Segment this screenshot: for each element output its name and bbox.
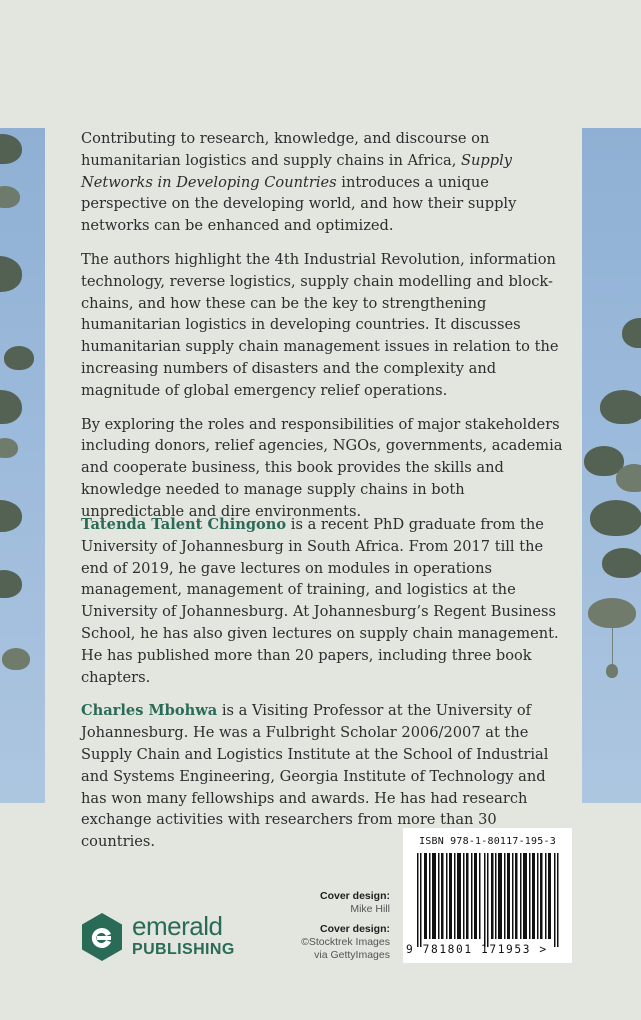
parachute-icon	[0, 186, 20, 208]
credit-label: Cover design:	[319, 923, 390, 935]
parachute-icon	[600, 390, 641, 424]
barcode-digits: 9 781801 171953 >	[406, 943, 548, 956]
credit-label: Cover design:	[319, 890, 390, 902]
parachute-icon	[0, 570, 22, 598]
parachute-icon	[602, 548, 641, 578]
photo-strip-right	[582, 128, 641, 803]
author-name: Charles Mbohwa	[81, 702, 218, 720]
author-bio: Charles Mbohwa is a Visiting Professor at the University of Johannesburg. He was a Fulbright Scholar 2006/2007 at the Supply Chain and Logistics Institute at the School of Industrial and Systems Engineering, Georgia Institute of Technology and has won many fellowships and awards. He has had research exchange activities with researchers from more than 30 countries.	[81, 702, 549, 851]
parachute-icon	[616, 464, 641, 492]
logo-subtitle: PUBLISHING	[132, 941, 235, 958]
parachute-icon	[4, 346, 34, 370]
author-bio: Tatenda Talent Chingono is a recent PhD graduate from the University of Johannesburg in South Africa. From 2017 till the end of 2019, he gave lectures on modules in operations management, management of training, and logistics at the University of Johannesburg. At Johannesburg’s Regent Business School, he has also given lectures on supply chain management. He has published more than 20 papers, including three book chapters.	[81, 516, 559, 686]
parachute-icon	[622, 318, 641, 348]
parachute-line	[612, 628, 613, 668]
emerald-logo-icon	[80, 912, 124, 962]
blurb	[81, 128, 571, 535]
credit-value: via GettyImages	[314, 949, 390, 961]
author-bios	[81, 514, 571, 865]
author-name: Tatenda Talent Chingono	[81, 516, 287, 533]
parachute-icon	[0, 390, 22, 424]
parachute-icon	[0, 256, 22, 292]
parachute-icon	[0, 438, 18, 458]
book-title: Supply Networks in Developing Countries	[81, 151, 512, 191]
parachute-icon	[0, 134, 22, 164]
cover-credits	[290, 890, 390, 962]
credit-value: ©Stocktrek Images	[301, 936, 390, 948]
publisher-logo	[80, 912, 240, 964]
blurb-paragraph: By exploring the roles and responsibilities of major stakeholders including donors, relief agencies, NGOs, governments, academia and cooperate business, this book provides the skills and knowledge needed to manage supply chains in both unpredictable and dire environments.	[81, 415, 563, 520]
parachute-icon	[2, 648, 30, 670]
photo-strip-left	[0, 128, 45, 803]
parachute-icon	[590, 500, 641, 536]
parachute-icon	[606, 664, 618, 678]
parachute-icon	[0, 500, 22, 532]
isbn-barcode	[403, 828, 572, 963]
logo-wordmark: emerald	[132, 911, 223, 941]
blurb-paragraph: The authors highlight the 4th Industrial Revolution, information technology, reverse logistics, supply chain modelling and block-chains, and how these can be the key to strengthening humanitarian logistics in developing countries. It discusses humanitarian supply chain management issues in relation to the increasing numbers of disasters and the complexity and magnitude of global emergency relief operations.	[81, 250, 559, 399]
credit-value: Mike Hill	[350, 903, 390, 915]
blurb-paragraph: Contributing to research, knowledge, and discourse on humanitarian logistics and supply chains in Africa, Supply Networks in Developing Countries introduces a unique perspective on the developing world, and how their supply networks can be enhanced and optimized.	[81, 130, 517, 235]
isbn-text: ISBN 978-1-80117-195-3	[419, 836, 556, 847]
parachute-icon	[588, 598, 636, 628]
barcode-icon	[415, 853, 565, 947]
